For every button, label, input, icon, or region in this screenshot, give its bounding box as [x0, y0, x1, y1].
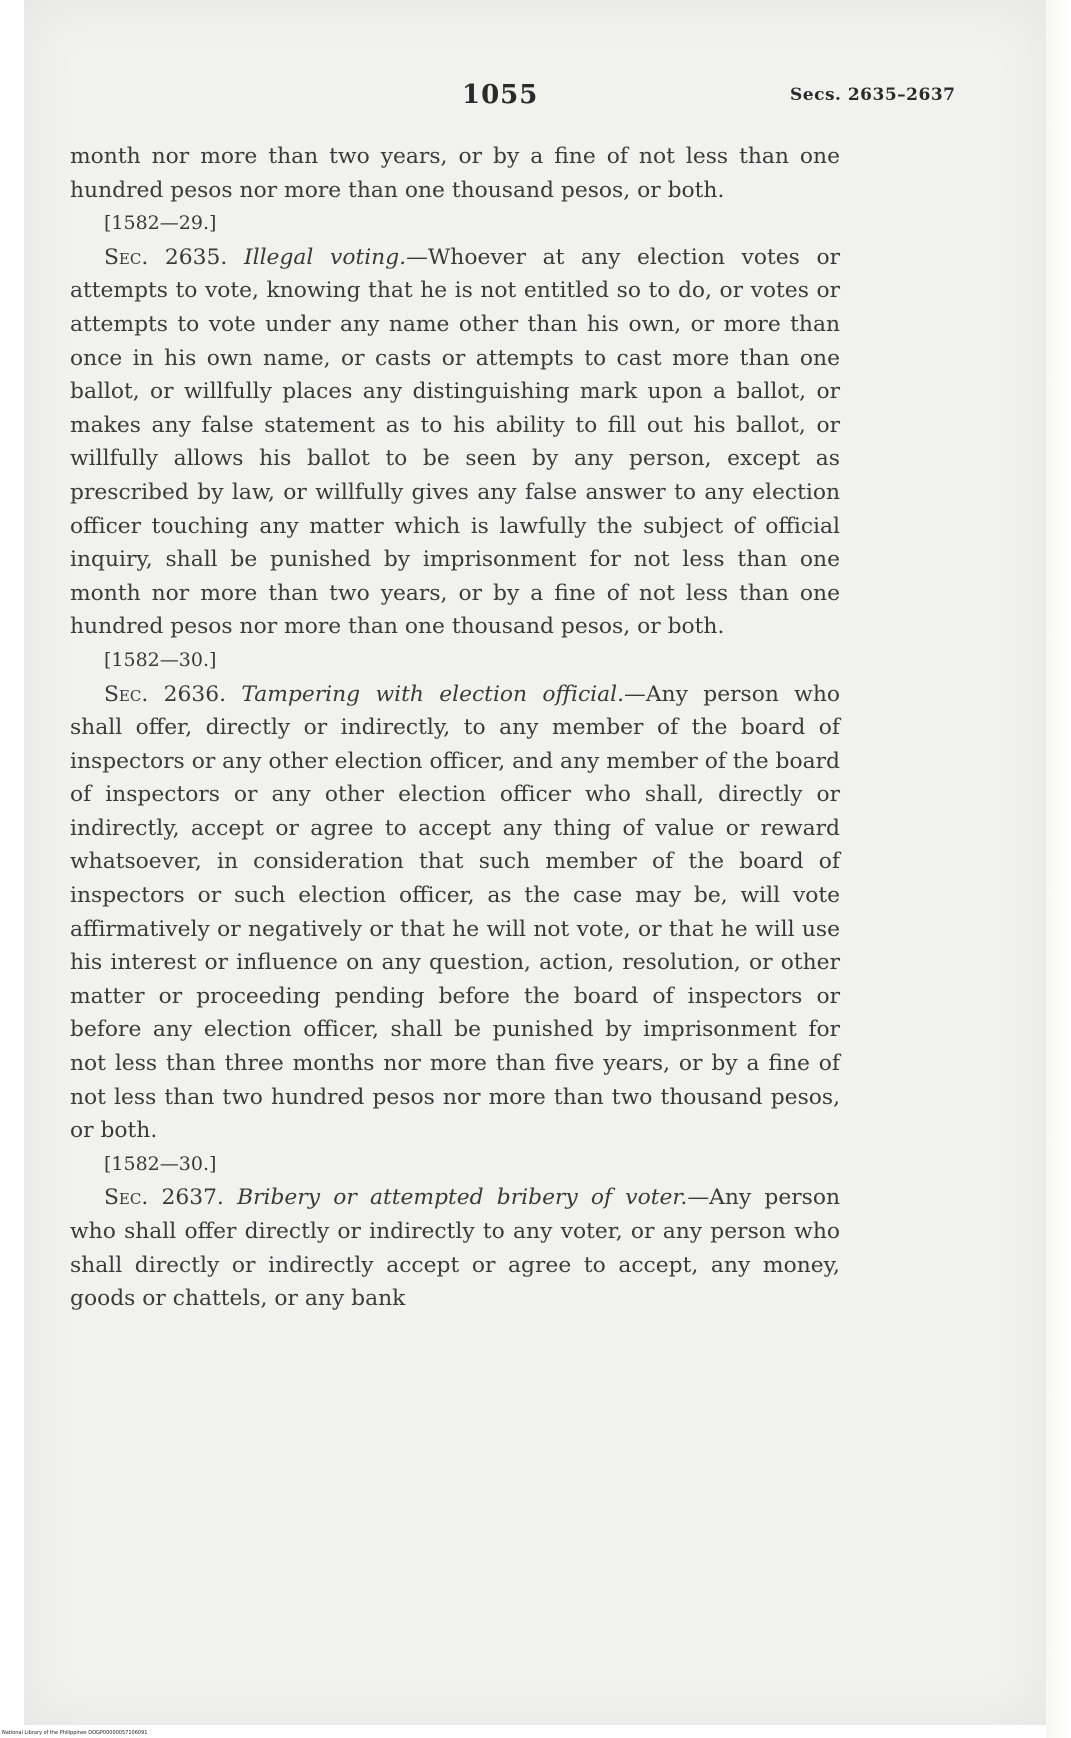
continuation-paragraph: month nor more than two years, or by a fine of not less than one hundred pesos nor more than one thousand pesos, or both.: [70, 144, 840, 203]
section-2635-label: Sec. 2635.: [104, 244, 228, 270]
section-2637-text: —Any person who shall offer directly or indirectly to any voter, or any person who shall directly or indirectly accept or agree to accept, any money, goods or chattels, or any bank: [70, 1185, 840, 1312]
citation-1582-30-b: [1582—30.]: [104, 1152, 217, 1175]
section-2635-title: Illegal voting.: [244, 244, 407, 270]
paper-edge: [1046, 0, 1071, 1738]
body-text: [70, 140, 840, 1316]
section-2635-text: —Whoever at any election votes or attempts to vote, knowing that he is not entitled so to do, or votes or attempts to vote under any name other than his own, or more than once in his own name, or casts or attempts to cast more than one ballot, or willfully places any distinguishing mark upon a ballot, or makes any false statement as to his ability to fill out his ballot, or willfully allows his ballot to be seen by any person, except as prescribed by law, or willfully gives any false answer to any election officer touching any matter which is lawfully the subject of official inquiry, shall be punished by imprisonment for not less than one month nor more than two years, or by a fine of not less than one hundred pesos nor more than one thousand pesos, or both.: [70, 244, 841, 640]
section-2636: [70, 678, 840, 1148]
section-2636-text: —Any person who shall offer, directly or indirectly, to any member of the board of inspectors or any other election officer, and any member of the board of inspectors or any other election officer who shall, directly or indirectly, accept or agree to accept any thing of value or reward whatsoever, in consideration that such member of the board of inspectors or such election officer, as the case may be, will vote affirmatively or negatively or that he will not vote, or that he will use his interest or influence on any question, action, resolution, or other matter or proceeding pending before the board of inspectors or before any election officer, shall be punished by imprisonment for not less than three months nor more than five years, or by a fine of not less than two hundred pesos nor more than two thousand pesos, or both.: [70, 681, 841, 1144]
section-2636-label: Sec. 2636.: [104, 681, 227, 707]
citation-1582-29: [1582—29.]: [104, 212, 217, 235]
section-2637: [70, 1181, 840, 1315]
section-2635: [70, 241, 840, 644]
section-2636-title: Tampering with election official.: [241, 681, 625, 707]
section-2637-label: Sec. 2637.: [104, 1185, 224, 1211]
section-2637-title: Bribery or attempted bribery of voter.: [237, 1185, 688, 1211]
section-range-header: Secs. 2635–2637: [790, 85, 956, 105]
citation-1582-30-a: [1582—30.]: [104, 648, 217, 671]
footer-credit: National Library of the Philippines DOGP00000057106091: [2, 1730, 148, 1736]
page-number: 1055: [462, 80, 539, 110]
